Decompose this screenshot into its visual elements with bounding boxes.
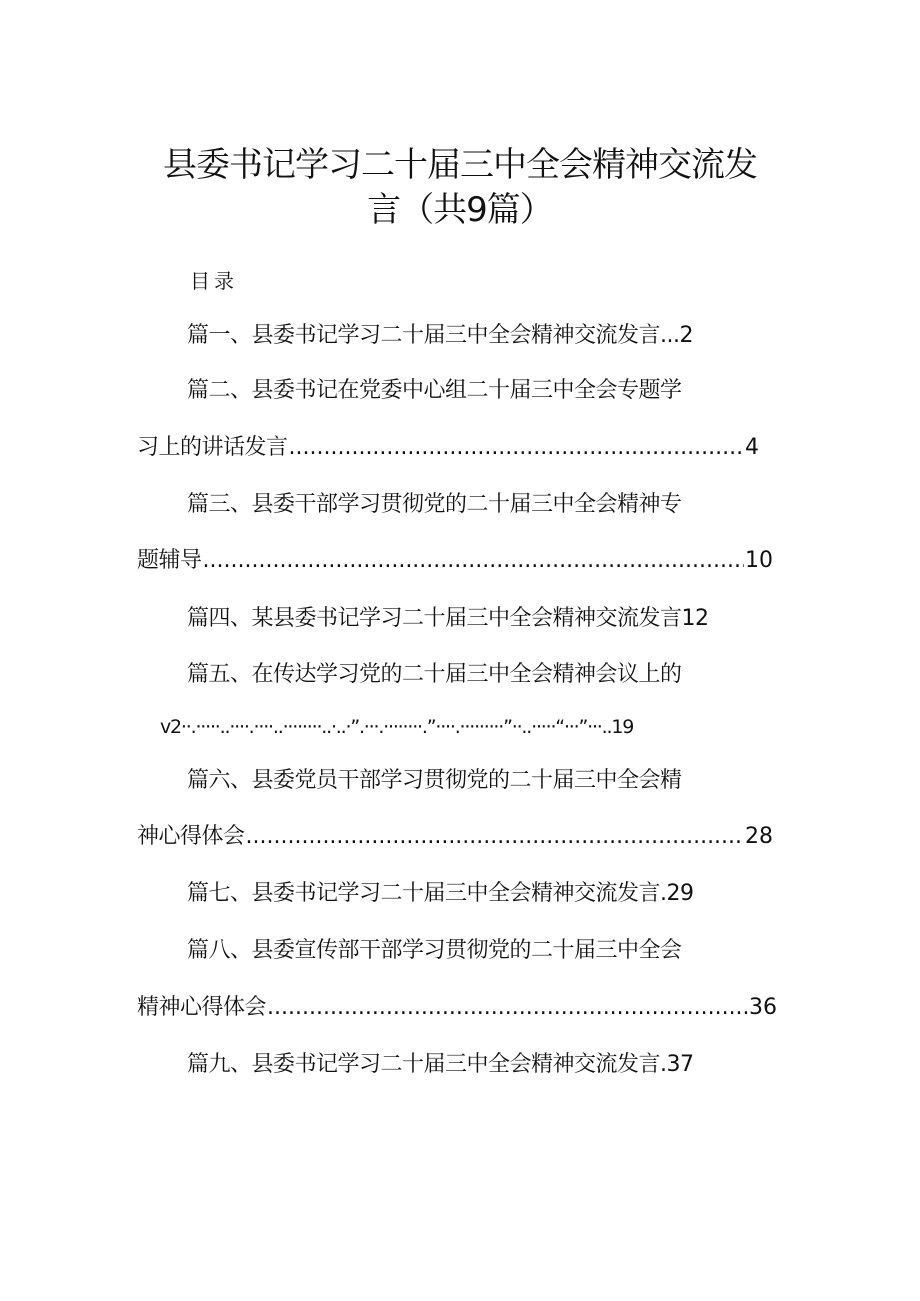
toc-entry-5[interactable] <box>187 660 682 690</box>
toc-page-number: 36 <box>749 995 777 1020</box>
toc-page-number: 10 <box>745 548 773 573</box>
toc-entry-text: 篇四、某县委书记学习二十届三中全会精神交流发言12 <box>187 606 709 631</box>
toc-page-number: 28 <box>745 824 773 849</box>
toc-entry-2[interactable] <box>187 376 682 406</box>
toc-page-number: 4 <box>745 435 759 460</box>
toc-entry-text: 篇六、县委党员干部学习贯彻党的二十届三中全会精 <box>187 768 682 793</box>
toc-entry-text: 篇五、在传达学习党的二十届三中全会精神会议上的 <box>187 662 682 687</box>
toc-leader-dots <box>267 993 748 1023</box>
toc-entry-2-continuation[interactable] <box>137 433 759 463</box>
toc-entry-text: 神心得体会 <box>137 824 245 849</box>
toc-leader-dots <box>289 433 744 463</box>
toc-entry-text: 精神心得体会 <box>137 995 267 1020</box>
toc-entry-text: 习上的讲话发言 <box>137 435 288 460</box>
toc-entry-text: 篇八、县委宣传部干部学习贯彻党的二十届三中全会 <box>187 938 682 963</box>
toc-entry-text: v2··.·····..····.····..········..·..·”.···.········.”····.·········”··..·····“···”···..19 <box>160 716 634 738</box>
toc-leader-dots <box>203 546 744 576</box>
document-title-line-2: 言（共9篇） <box>367 190 553 230</box>
toc-entry-6[interactable] <box>187 766 682 796</box>
toc-entry-5-continuation[interactable] <box>160 712 633 742</box>
toc-leader-dots <box>246 822 744 852</box>
toc-entry-text: 篇三、县委干部学习贯彻党的二十届三中全会精神专 <box>187 492 682 517</box>
toc-entry-9[interactable] <box>187 1050 694 1080</box>
toc-entry-1[interactable] <box>187 321 693 351</box>
toc-entry-6-continuation[interactable] <box>137 822 773 852</box>
toc-heading: 目录 <box>190 269 238 293</box>
toc-entry-text: 篇一、县委书记学习二十届三中全会精神交流发言...2 <box>187 323 693 348</box>
toc-entry-7[interactable] <box>187 879 694 909</box>
toc-entry-text: 题辅导 <box>137 548 202 573</box>
toc-entry-8-continuation[interactable] <box>137 993 777 1023</box>
toc-entry-text: 篇九、县委书记学习二十届三中全会精神交流发言.37 <box>187 1052 694 1077</box>
toc-entry-text: 篇二、县委书记在党委中心组二十届三中全会专题学 <box>187 378 682 403</box>
toc-entry-8[interactable] <box>187 936 682 966</box>
toc-entry-text: 篇七、县委书记学习二十届三中全会精神交流发言.29 <box>187 881 694 906</box>
toc-entry-3-continuation[interactable] <box>137 546 773 576</box>
toc-entry-4[interactable] <box>187 604 709 634</box>
document-title-line-1: 县委书记学习二十届三中全会精神交流发 <box>163 145 757 185</box>
toc-entry-3[interactable] <box>187 490 682 520</box>
